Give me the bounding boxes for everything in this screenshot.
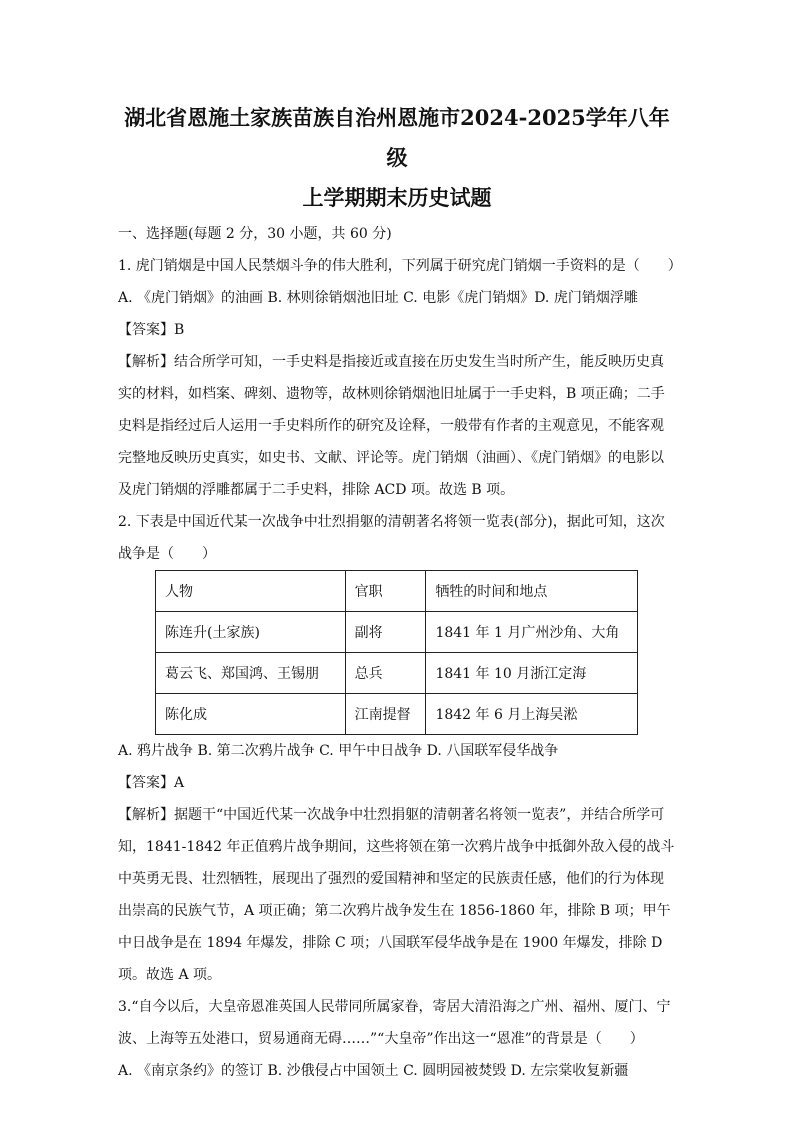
section-heading: 一、选择题(每题 2 分，30 小题，共 60 分) xyxy=(118,226,392,242)
table-cell: 江南提督 xyxy=(345,694,426,735)
table-cell: 葛云飞、郑国鸿、王锡朋 xyxy=(156,653,346,694)
question-2-stem: 2. 下表是中国近代某一次战争中壮烈捐躯的清朝著名将领一览表(部分)，据此可知，这次战争是（ ） xyxy=(118,514,665,562)
table-cell: 副将 xyxy=(345,612,426,653)
table-header-cell: 官职 xyxy=(345,571,426,612)
question-2 xyxy=(118,506,676,991)
question-3 xyxy=(118,991,676,1087)
document-title-line-2: 上学期期末历史试题 xyxy=(302,185,492,210)
table-header-row xyxy=(156,571,638,612)
question-3-stem: 3.“自今以后，大皇帝恩准英国人民带同所属家眷，寄居大清沿海之广州、福州、厦门、宁波、上海等五处港口，贸易通商无碍……”“大皇帝”作出这一“恩准”的背景是（ ） xyxy=(118,999,671,1047)
question-1 xyxy=(118,250,682,506)
question-2-analysis: 【解析】据题干“中国近代某一次战争中壮烈捐躯的清朝著名将领一览表”，并结合所学可知，1841-1842 年正值鸦片战争期间，这些将领在第一次鸦片战争中抵御外敌入侵的战斗中英勇无畏、壮烈牺牲，展现出了强烈的爱国精神和坚定的民族责任感，他们的行为体现出崇高的民族气节，A 项正确；第二次鸦片战争发生在 1856-1860 年，排除 B 项；甲午中日战争是在 1894 年爆发，排除 C 项；八国联军侵华战争是在 1900 年爆发，排除 D 项。故选 A 项。 xyxy=(118,807,675,983)
generals-table xyxy=(155,570,638,735)
table-cell: 1841 年 1 月广州沙角、大角 xyxy=(426,612,638,653)
question-1-options: A. 《虎门销烟》的油画 B. 林则徐销烟池旧址 C. 电影《虎门销烟》D. 虎门销烟浮雕 xyxy=(118,290,638,306)
table-row xyxy=(156,612,638,653)
table-header-cell: 牺牲的时间和地点 xyxy=(426,571,638,612)
question-2-answer: 【答案】A xyxy=(118,775,185,791)
question-3-options: A. 《南京条约》的签订 B. 沙俄侵占中国领土 C. 圆明园被焚毁 D. 左宗棠收复新疆 xyxy=(118,1063,629,1079)
question-2-options: A. 鸦片战争 B. 第二次鸦片战争 C. 甲午中日战争 D. 八国联军侵华战争 xyxy=(118,743,559,759)
question-1-answer: 【答案】B xyxy=(118,322,185,338)
question-1-stem: 1. 虎门销烟是中国人民禁烟斗争的伟大胜利，下列属于研究虎门销烟一手资料的是（ ） xyxy=(118,258,682,274)
table-cell: 陈化成 xyxy=(156,694,346,735)
table-cell: 陈连升(土家族) xyxy=(156,612,346,653)
question-1-analysis: 【解析】结合所学可知，一手史料是指接近或直接在历史发生当时所产生，能反映历史真实的材料，如档案、碑刻、遗物等，故林则徐销烟池旧址属于一手史料，B 项正确；二手史料是指经过后人运用一手史料所作的研究及诠释，一般带有作者的主观意见，不能客观完整地反映历史真实，如史书、文献、评论等。虎门销烟（油画）、《虎门销烟》的电影以及虎门销烟的浮雕都属于二手史料，排除 ACD 项。故选 B 项。 xyxy=(118,354,665,498)
table-header-cell: 人物 xyxy=(156,571,346,612)
table-cell: 总兵 xyxy=(345,653,426,694)
table-cell: 1841 年 10 月浙江定海 xyxy=(426,653,638,694)
table-row xyxy=(156,694,638,735)
document-title-line-1: 湖北省恩施土家族苗族自治州恩施市2024-2025学年八年级 xyxy=(124,105,670,170)
table-row xyxy=(156,653,638,694)
table-cell: 1842 年 6 月上海吴淞 xyxy=(426,694,638,735)
